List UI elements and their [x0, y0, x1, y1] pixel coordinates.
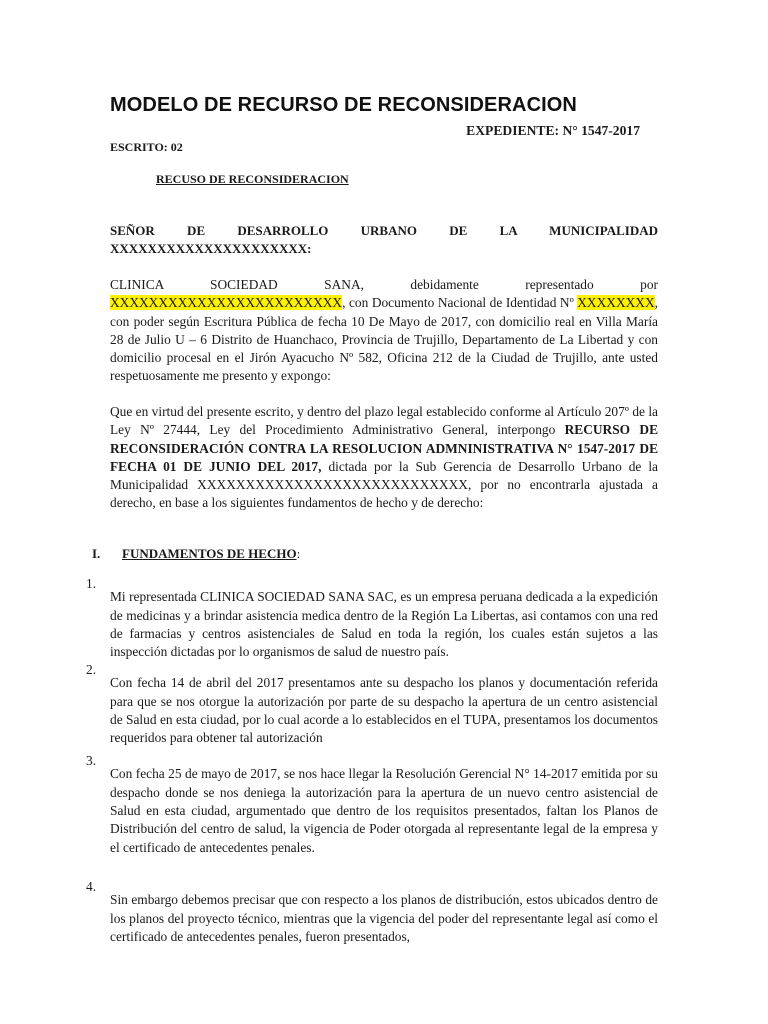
recuso-heading: RECUSO DE RECONSIDERACION: [156, 172, 349, 186]
addressee: [110, 222, 658, 258]
appeal-text-b: dictada por la Sub Gerencia de Desarrollo Urbano de la Municipalidad XXXXXXXXXXXXXXXXXXXXXXXXXXXX, por no encontrarla ajustada a derecho, en base a los siguientes fundamentos de hecho y de derecho:: [110, 458, 658, 511]
list-item-number: 4.: [86, 879, 97, 894]
intro-text-c: , con poder según Escritura Pública de fecha 10 De Mayo de 2017, con domicilio real en Villa María 28 de Julio U – 6 Distrito de Huanchaco, Provincia de Trujillo, Departamento de La Libertad y con domicilio procesal en el Jirón Ayacucho Nº 582, Oficina 212 de la Ciudad de Trujillo, ante usted respetuosamente me presento y expongo:: [110, 295, 658, 384]
escrito-number: ESCRITO: 02: [110, 140, 183, 154]
list-item-text: Mi representada CLINICA SOCIEDAD SANA SAC, es un empresa peruana dedicada a la expedición de medicinas y a brindar asistencia medica dentro de la Región La Libertas, asi contamos con una red de farmacias y centros asistenciales de Salud en toda la región, los cuales están sujetos a las inspección dictadas por lo organismos de salud de nuestro país.: [110, 589, 658, 660]
intro-text-b: , con Documento Nacional de Identidad Nº: [342, 295, 578, 311]
list-item: [86, 661, 658, 761]
addressee-line: SEÑOR DE DESARROLLO URBANO DE LA MUNICIPALIDAD XXXXXXXXXXXXXXXXXXXXX:: [110, 223, 658, 256]
intro-paragraph: [110, 276, 658, 386]
list-item-number: 3.: [86, 753, 97, 768]
intro-text-a: CLINICA SOCIEDAD SANA, debidamente representado por: [110, 277, 658, 292]
list-item-number: 2.: [86, 662, 97, 677]
highlighted-name: XXXXXXXXXXXXXXXXXXXXXXXX: [110, 295, 343, 311]
list-item: [86, 575, 658, 675]
list-item: [86, 752, 658, 870]
appeal-text-a: Que en virtud del presente escrito, y dentro del plazo legal establecido conforme al Artículo 207º de la Ley Nº 27444, Ley del Procedimiento Administrativo General, interpongo: [110, 404, 658, 438]
highlighted-dni: XXXXXXXX: [577, 295, 655, 311]
list-item-text: Con fecha 25 de mayo de 2017, se nos hace llegar la Resolución Gerencial N° 14-2017 emitida por su despacho donde se nos deniega la autorización para la apertura de un nuevo centro asistencial de Salud en esta ciudad, argumentado que dentro de los requisitos presentados, faltan los Planos de Distribución del centro de salud, la vigencia de Poder otorgada al representante legal de la empresa y el certificado de antecedentes penales.: [110, 766, 658, 855]
document-title: MODELO DE RECURSO DE RECONSIDERACION: [110, 94, 577, 116]
section-colon: :: [296, 546, 301, 561]
section-label: FUNDAMENTOS DE HECHO: [122, 546, 297, 561]
section-heading: [92, 545, 300, 563]
list-item-text: Con fecha 14 de abril del 2017 presentamos ante su despacho los planos y documentación referida para que se nos otorgue la autorización por parte de su despacho la apertura de un centro asistencial de Salud en esta ciudad, por lo cual acorde a lo establecidos en el TUPA, presentamos los documentos requeridos para obtener tal autorización: [110, 675, 658, 746]
appeal-paragraph: [110, 403, 658, 513]
list-item-number: 1.: [86, 576, 97, 591]
section-number: I.: [92, 546, 101, 561]
list-item: [86, 878, 658, 960]
expediente-number: EXPEDIENTE: N° 1547-2017: [466, 123, 640, 138]
appeal-bold-text: RECURSO DE RECONSIDERACIÓN CONTRA LA RESOLUCION ADMNINISTRATIVA N° 1547-2017 DE FECHA 01 DE JUNIO DEL 2017,: [110, 422, 658, 474]
list-item-text: Sin embargo debemos precisar que con respecto a los planos de distribución, estos ubicados dentro de los planos del proyecto técnico, mientras que la vigencia del poder del representante legal así como el certificado de antecedentes penales, fueron presentados,: [110, 892, 658, 944]
